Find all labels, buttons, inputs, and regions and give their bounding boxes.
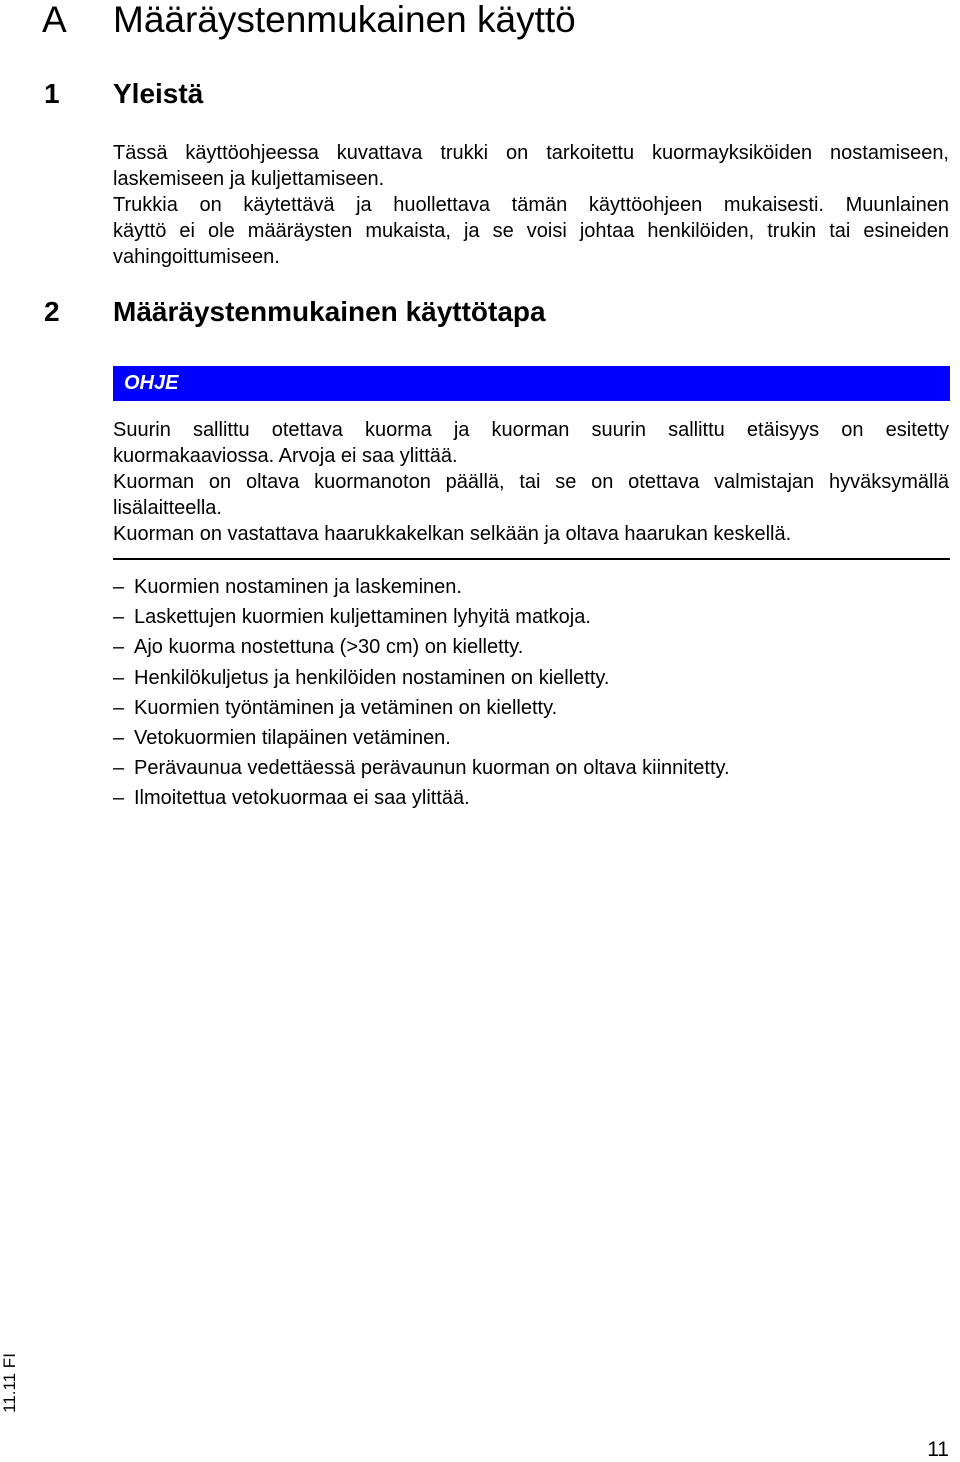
list-item-text: Kuormien nostaminen ja laskeminen.	[134, 576, 462, 598]
list-item	[113, 785, 949, 815]
intro-paragraph	[113, 140, 949, 270]
list-item	[113, 755, 949, 785]
page-number: 11	[927, 1438, 949, 1461]
dash-bullet: –	[113, 757, 125, 780]
chapter-letter: A	[42, 0, 67, 40]
list-item-text: Ajo kuorma nostettuna (>30 cm) on kielletty.	[134, 636, 524, 659]
list-item	[113, 604, 949, 634]
chapter-title: Määräystenmukainen käyttö	[113, 0, 576, 40]
intended-uses-list	[113, 574, 949, 816]
paragraph-line: laskemiseen ja kuljettamiseen.	[113, 168, 385, 190]
dash-bullet: –	[113, 576, 125, 598]
list-item-text: Kuormien työntäminen ja vetäminen on kielletty.	[134, 696, 558, 719]
edition-label	[0, 1350, 20, 1415]
edition-text: 11.11 FI	[0, 1352, 19, 1413]
dash-bullet: –	[113, 606, 125, 629]
note-line: lisälaitteella.	[113, 497, 222, 519]
dash-bullet: –	[113, 666, 125, 689]
section-number: 1	[44, 78, 60, 109]
list-item	[113, 634, 949, 664]
note-banner	[113, 366, 950, 401]
list-item	[113, 574, 949, 604]
dash-bullet: –	[113, 726, 125, 749]
dash-bullet: –	[113, 787, 125, 810]
paragraph-line: Tässä käyttöohjeessa kuvattava trukki on tarkoitettu kuormayksiköiden nostamiseen,	[113, 142, 949, 164]
dash-bullet: –	[113, 636, 125, 659]
dash-bullet: –	[113, 696, 125, 719]
paragraph-line: Trukkia on käytettävä ja huollettava tämän käyttöohjeen mukaisesti. Muunlainen	[113, 194, 949, 216]
list-item	[113, 725, 949, 755]
paragraph-line: käyttö ei ole määräysten mukaista, ja se voisi johtaa henkilöiden, trukin tai esineiden	[113, 220, 949, 242]
list-item-text: Ilmoitettua vetokuormaa ei saa ylittää.	[134, 787, 470, 810]
note-text	[113, 417, 949, 547]
list-item-text: Perävaunua vedettäessä perävaunun kuorman on oltava kiinnitetty.	[134, 757, 730, 780]
section-title: Yleistä	[113, 78, 204, 109]
note-label: OHJE	[124, 372, 179, 394]
note-line: Suurin sallittu otettava kuorma ja kuorman suurin sallittu etäisyys on esitetty	[113, 419, 949, 441]
list-item	[113, 665, 949, 695]
list-item-text: Henkilökuljetus ja henkilöiden nostaminen on kielletty.	[134, 666, 610, 689]
note-line: Kuorman on oltava kuormanoton päällä, tai se on otettava valmistajan hyväksymällä	[113, 471, 949, 493]
list-item	[113, 695, 949, 725]
note-line: Kuorman on vastattava haarukkakelkan selkään ja oltava haarukan keskellä.	[113, 523, 792, 545]
section-number: 2	[44, 296, 60, 327]
section-title: Määräystenmukainen käyttötapa	[113, 296, 546, 327]
list-item-text: Vetokuormien tilapäinen vetäminen.	[134, 726, 451, 749]
list-item-text: Laskettujen kuormien kuljettaminen lyhyitä matkoja.	[134, 606, 591, 629]
note-end-divider	[113, 558, 950, 560]
paragraph-line: vahingoittumiseen.	[113, 246, 280, 268]
note-line: kuormakaaviossa. Arvoja ei saa ylittää.	[113, 445, 458, 467]
